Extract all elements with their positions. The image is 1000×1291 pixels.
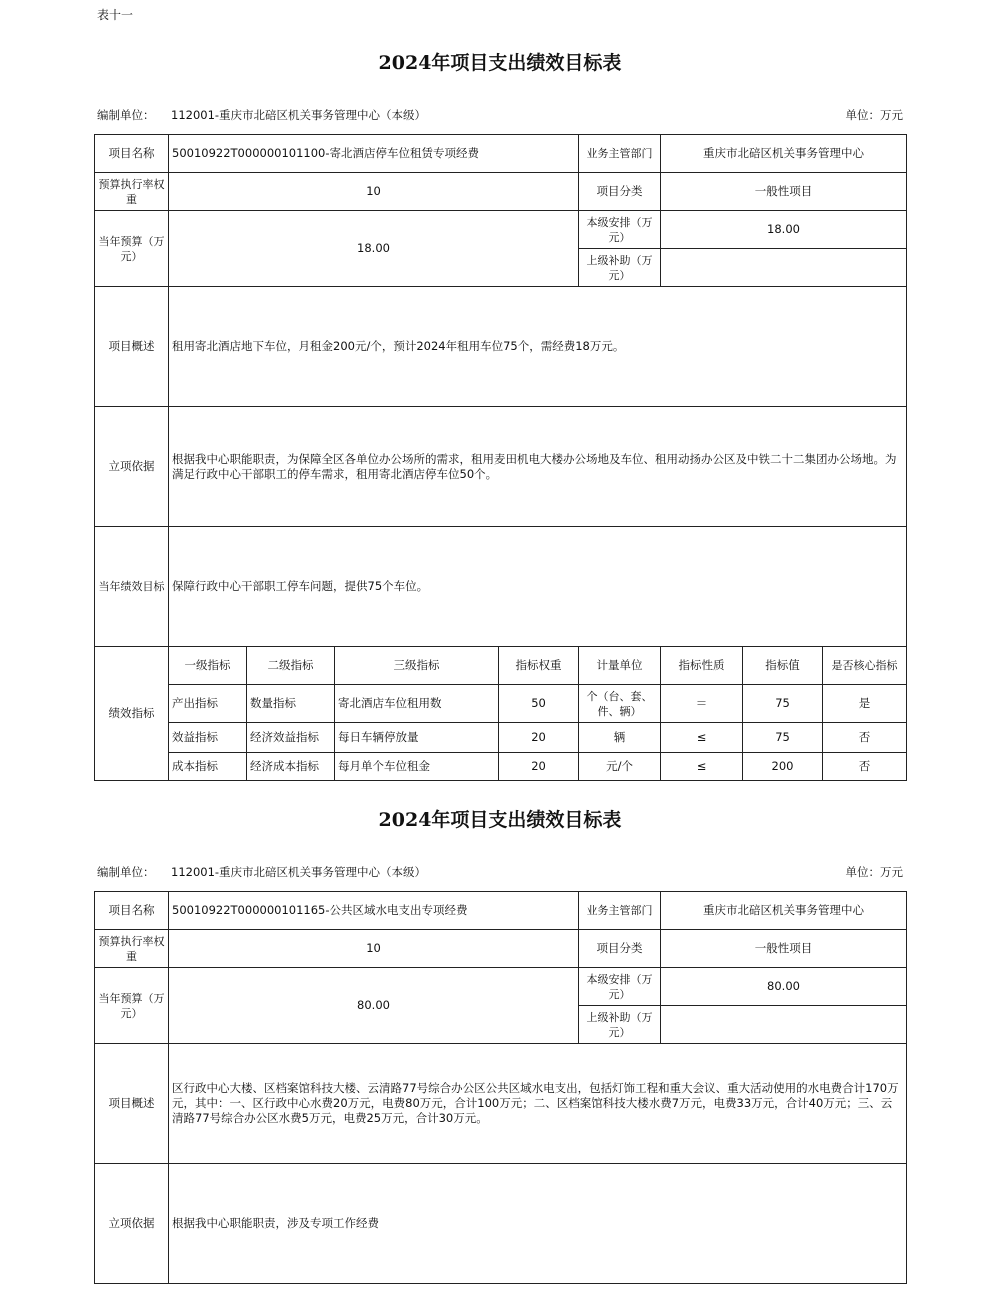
overview-text: 租用寄北酒店地下车位，月租金200元/个，预计2024年租用车位75个，需经费18万元。 [169,287,907,407]
indicator-cell: 200 [743,753,823,781]
goal-text: 保障行政中心干部职工停车问题，提供75个车位。 [169,527,907,647]
indicator-cell: 每日车辆停放量 [335,723,499,753]
basis-label: 立项依据 [95,1164,169,1284]
indicator-header: 指标权重 [499,647,579,685]
basis-text: 根据我中心职能职责，为保障全区各单位办公场所的需求，租用麦田机电大楼办公场地及车位、租用动扬办公区及中铁二十二集团办公场地。为满足行政中心干部职工的停车需求，租用寄北酒店停车位50个。 [169,407,907,527]
project-name-label: 项目名称 [95,135,169,173]
indicator-cell: 否 [823,723,907,753]
table-number-label: 表十一 [97,8,134,22]
overview-label: 项目概述 [95,1044,169,1164]
indicator-row [95,723,907,753]
indicator-header: 三级指标 [335,647,499,685]
indicator-cell: 每月单个车位租金 [335,753,499,781]
indicator-cell: 经济效益指标 [247,723,335,753]
indicator-cell: 效益指标 [169,723,247,753]
indicator-cell: 75 [743,685,823,723]
upper-value [661,1006,907,1044]
category-value: 一般性项目 [661,930,907,968]
indicator-cell: 寄北酒店车位租用数 [335,685,499,723]
weight-label: 预算执行率权重 [95,173,169,211]
local-value: 18.00 [661,211,907,249]
indicator-header: 是否核心指标 [823,647,907,685]
project-name-value: 50010922T000000101100-寄北酒店停车位租赁专项经费 [169,135,579,173]
project-name-label: 项目名称 [95,892,169,930]
upper-label: 上级补助（万元） [579,1006,661,1044]
indicator-header: 计量单位 [579,647,661,685]
indicator-cell: 是 [823,685,907,723]
category-value: 一般性项目 [661,173,907,211]
form-1-unit: 单位：万元 [845,108,903,122]
indicator-cell: 否 [823,753,907,781]
basis-text: 根据我中心职能职责，涉及专项工作经费 [169,1164,907,1284]
indicator-header: 一级指标 [169,647,247,685]
indicator-cell: 20 [499,723,579,753]
indicator-row [95,753,907,781]
category-label: 项目分类 [579,173,661,211]
indicator-cell: ≤ [661,753,743,781]
indicator-cell: 20 [499,753,579,781]
indicator-cell: 50 [499,685,579,723]
budget-value: 18.00 [169,211,579,287]
form-1-org-value: 112001-重庆市北碚区机关事务管理中心（本级） [171,108,427,122]
weight-label: 预算执行率权重 [95,930,169,968]
form-2-table [94,891,907,1284]
budget-value: 80.00 [169,968,579,1044]
local-label: 本级安排（万元） [579,211,661,249]
indicator-cell: 成本指标 [169,753,247,781]
indicator-cell: 经济成本指标 [247,753,335,781]
local-label: 本级安排（万元） [579,968,661,1006]
goal-label: 当年绩效目标 [95,527,169,647]
indicator-cell: 数量指标 [247,685,335,723]
indicators-label: 绩效指标 [95,647,169,781]
category-label: 项目分类 [579,930,661,968]
indicator-cell: 辆 [579,723,661,753]
indicator-cell: ＝ [661,685,743,723]
dept-value: 重庆市北碚区机关事务管理中心 [661,135,907,173]
form-2-org-value: 112001-重庆市北碚区机关事务管理中心（本级） [171,865,427,879]
indicator-cell: ≤ [661,723,743,753]
form-1-org-label: 编制单位： [97,108,155,122]
overview-label: 项目概述 [95,287,169,407]
weight-value: 10 [169,930,579,968]
indicator-cell: 个（台、套、件、辆） [579,685,661,723]
form-2-org-label: 编制单位： [97,865,155,879]
weight-value: 10 [169,173,579,211]
form-1-title: 2024年项目支出绩效目标表 [378,52,622,74]
indicator-cell: 75 [743,723,823,753]
basis-label: 立项依据 [95,407,169,527]
project-name-value: 50010922T000000101165-公共区域水电支出专项经费 [169,892,579,930]
indicator-row [95,685,907,723]
dept-label: 业务主管部门 [579,135,661,173]
budget-label: 当年预算（万元） [95,968,169,1044]
form-2-unit: 单位：万元 [845,865,903,879]
form-2-title: 2024年项目支出绩效目标表 [378,809,622,831]
budget-label: 当年预算（万元） [95,211,169,287]
indicator-header: 指标值 [743,647,823,685]
indicator-cell: 产出指标 [169,685,247,723]
dept-label: 业务主管部门 [579,892,661,930]
upper-value [661,249,907,287]
local-value: 80.00 [661,968,907,1006]
form-1-table [94,134,907,781]
indicator-cell: 元/个 [579,753,661,781]
dept-value: 重庆市北碚区机关事务管理中心 [661,892,907,930]
upper-label: 上级补助（万元） [579,249,661,287]
indicator-header: 二级指标 [247,647,335,685]
overview-text: 区行政中心大楼、区档案馆科技大楼、云清路77号综合办公区公共区域水电支出，包括灯饰工程和重大会议、重大活动使用的水电费合计170万元，其中：一、区行政中心水费20万元，电费80万元，合计100万元；二、区档案馆科技大楼水费7万元，电费33万元，合计40万元；三、云清路77号综合办公区水费5万元，电费25万元，合计30万元。 [169,1044,907,1164]
indicator-header: 指标性质 [661,647,743,685]
